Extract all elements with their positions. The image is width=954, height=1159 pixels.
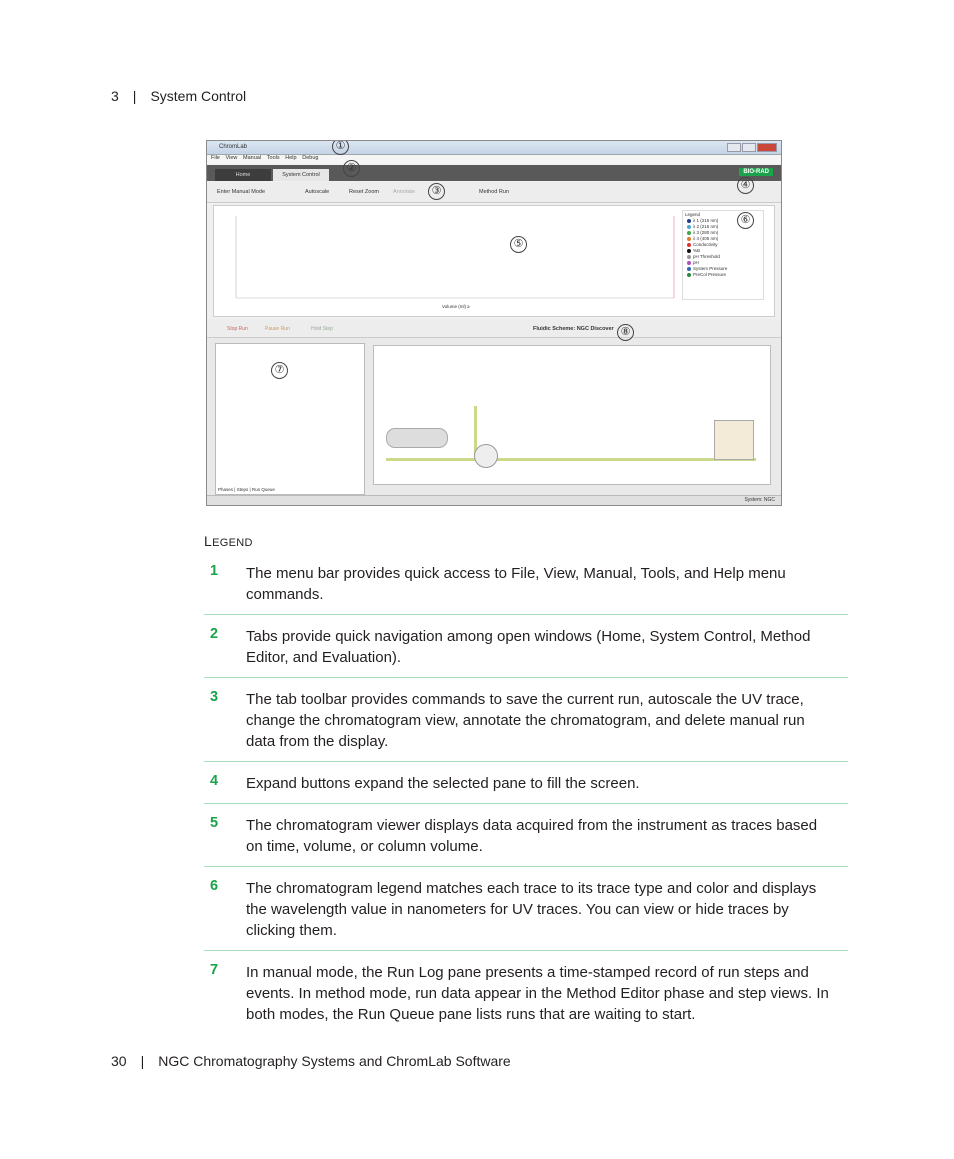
callout-4: ④ xyxy=(737,177,754,194)
legend-item xyxy=(204,874,848,951)
toolbar-autoscale: Autoscale xyxy=(305,189,330,195)
toolbar-method-run: Method Run xyxy=(479,189,509,195)
brand-logo: BIO-RAD xyxy=(739,168,773,176)
maximize-icon xyxy=(742,143,756,152)
trace-color-icon xyxy=(687,237,691,241)
legend-item-text: The menu bar provides quick access to File, View, Manual, Tools, and Help menu commands. xyxy=(246,565,786,603)
legend-item-text: The chromatogram viewer displays data acquired from the instrument as traces based on time, volume, or column volume. xyxy=(246,817,818,855)
tab-run-queue: Run Queue xyxy=(251,487,275,492)
legend-item xyxy=(204,769,848,804)
pump-module xyxy=(386,428,448,448)
page-header xyxy=(111,88,246,104)
fluid-line xyxy=(386,458,756,461)
chromlab-screenshot xyxy=(206,140,782,506)
legend-item xyxy=(204,685,848,762)
header-separator: | xyxy=(132,88,137,104)
window-titlebar xyxy=(207,141,781,155)
menu-file: File xyxy=(211,155,220,161)
fluidic-scheme-pane xyxy=(373,345,771,485)
legend-heading: LEGEND xyxy=(204,533,253,549)
status-bar xyxy=(207,495,781,505)
legend-item-number: 3 xyxy=(210,689,219,705)
run-log-pane xyxy=(215,343,365,495)
trace-color-icon xyxy=(687,243,691,247)
book-title: NGC Chromatography Systems and ChromLab Software xyxy=(158,1053,511,1069)
legend-entry xyxy=(687,248,759,253)
legend-entry xyxy=(687,260,759,265)
callout-7: ⑦ xyxy=(271,362,288,379)
close-icon xyxy=(757,143,777,152)
legend-entry-label: Conductivity xyxy=(693,242,718,247)
callout-2: ② xyxy=(343,160,360,177)
trace-color-icon xyxy=(687,267,691,271)
menu-manual: Manual xyxy=(243,155,262,161)
stop-run: Stop Run xyxy=(227,326,248,332)
legend-entry xyxy=(687,236,759,241)
legend-entry xyxy=(687,254,759,259)
window-title: ChromLab xyxy=(219,144,248,150)
legend-item xyxy=(204,559,848,615)
legend-item xyxy=(204,811,848,867)
menu-help: Help xyxy=(285,155,297,161)
toolbar-manual-mode: Enter Manual Mode xyxy=(217,189,265,195)
run-toolbar xyxy=(207,319,781,338)
tab-bar xyxy=(207,165,781,181)
legend-entry xyxy=(687,230,759,235)
legend-entry-label: pH xyxy=(693,260,699,265)
callout-5: ⑤ xyxy=(510,236,527,253)
legend-item-number: 6 xyxy=(210,878,219,894)
callout-1: ① xyxy=(332,140,349,155)
window-controls xyxy=(727,143,777,152)
tab-home: Home xyxy=(215,169,271,181)
runlog-tabs: Phases | Steps | Run Queue xyxy=(218,487,275,492)
trace-color-icon xyxy=(687,255,691,259)
page-number: 30 xyxy=(111,1053,127,1069)
chapter-number: 3 xyxy=(111,88,119,104)
menu-tools: Tools xyxy=(266,155,280,161)
legend-item xyxy=(204,958,848,1034)
status-text: System: NGC xyxy=(744,497,775,503)
tab-steps: Steps xyxy=(236,487,249,492)
legend-item-text: The tab toolbar provides commands to save the current run, autoscale the UV trace, change the chromatogram view, annotate the chromatogram, and delete manual run data from the display. xyxy=(246,691,805,750)
trace-color-icon xyxy=(687,273,691,277)
tab-toolbar xyxy=(207,182,781,203)
legend-item-number: 4 xyxy=(210,773,219,789)
pause-run: Pause Run xyxy=(265,326,290,332)
hold-step: Hold Step xyxy=(311,326,333,332)
trace-color-icon xyxy=(687,225,691,229)
legend-entry-label: System Pressure xyxy=(693,266,728,271)
legend-entry-label: λ 4 (405 nm) xyxy=(693,236,719,241)
chapter-title: System Control xyxy=(150,88,247,104)
toolbar-reset-zoom: Reset Zoom xyxy=(349,189,379,195)
legend-entry xyxy=(687,272,759,277)
lower-pane xyxy=(207,319,781,505)
legend-item-number: 1 xyxy=(210,563,219,579)
legend-item-text: The chromatogram legend matches each trace to its trace type and color and displays the wavelength value in nanometers for UV traces. You can view or hide traces by clicking them. xyxy=(246,880,817,939)
callout-8: ⑧ xyxy=(617,324,634,341)
footer-separator: | xyxy=(140,1053,145,1069)
legend-entry-label: λ 3 (280 nm) xyxy=(693,230,719,235)
toolbar-annotate: Annotate xyxy=(393,189,416,195)
page-footer xyxy=(111,1053,511,1069)
menu-debug: Debug xyxy=(302,155,319,161)
x-axis-label: Volume (ml) ≥ xyxy=(442,304,470,309)
legend-item-number: 5 xyxy=(210,815,219,831)
legend-item-text: In manual mode, the Run Log pane presents a time-stamped record of run steps and events. In method mode, run data appear in the Method Editor phase and step views. In both modes, the Run Queue pane lists runs that are waiting to start. xyxy=(246,964,829,1023)
trace-color-icon xyxy=(687,261,691,265)
legend-entry-label: PreCol Pressure xyxy=(693,272,727,277)
tab-system-control: System Control xyxy=(273,169,329,181)
minimize-icon xyxy=(727,143,741,152)
chromatogram-viewer xyxy=(213,205,775,317)
legend-entry-label: λ 1 (215 nm) xyxy=(693,218,719,223)
legend-entry-label: λ 2 (215 nm) xyxy=(693,224,719,229)
legend-item-number: 2 xyxy=(210,626,219,642)
trace-color-icon xyxy=(687,219,691,223)
trace-color-icon xyxy=(687,249,691,253)
legend-item-text: Expand buttons expand the selected pane to fill the screen. xyxy=(246,775,640,792)
legend-entry-label: %B xyxy=(693,248,701,253)
fraction-collector xyxy=(714,420,754,460)
legend-entry-label: pH Threshold xyxy=(693,254,720,259)
legend-item xyxy=(204,622,848,678)
menu-view: View xyxy=(225,155,238,161)
callout-6: ⑥ xyxy=(737,212,754,229)
legend-items xyxy=(204,559,848,1041)
callout-3: ③ xyxy=(428,183,445,200)
legend-entry xyxy=(687,266,759,271)
legend-title: Legend xyxy=(685,212,701,217)
menu-bar xyxy=(207,155,781,164)
valve-module xyxy=(474,444,498,468)
legend-item-text: Tabs provide quick navigation among open windows (Home, System Control, Method Editor, and Evaluation). xyxy=(246,628,811,666)
fluidic-scheme-title: Fluidic Scheme: NGC Discover xyxy=(533,326,614,332)
legend-entry xyxy=(687,242,759,247)
legend-item-number: 7 xyxy=(210,962,219,978)
tab-phases: Phases xyxy=(218,487,234,492)
trace-color-icon xyxy=(687,231,691,235)
